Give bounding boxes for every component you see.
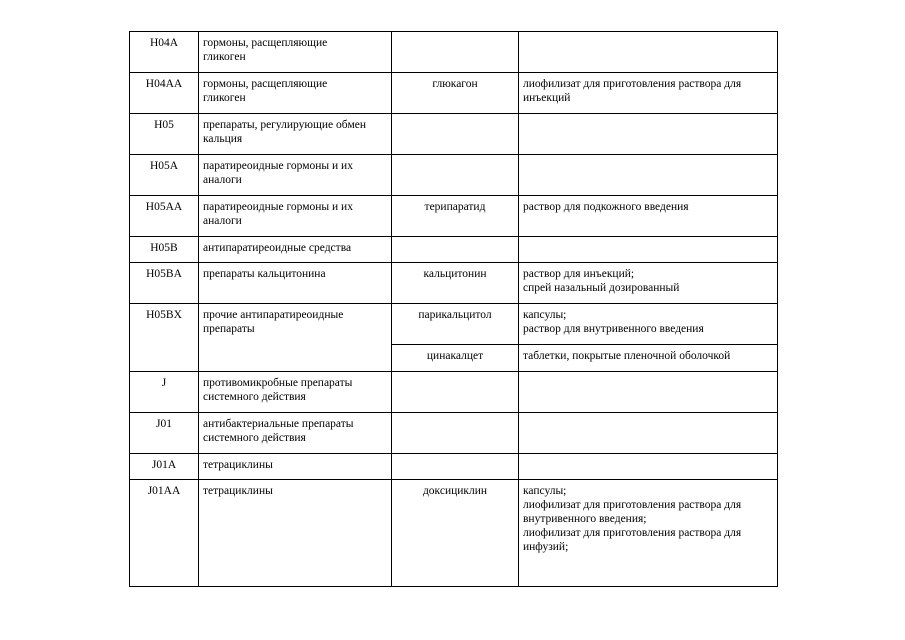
anatomical-therapeutic-group-cell (199, 32, 392, 73)
anatomical-therapeutic-group-cell (199, 413, 392, 454)
group-line: препараты, регулирующие обмен (203, 119, 366, 131)
atc-code: H05A (149, 160, 179, 172)
anatomical-therapeutic-group-cell (199, 454, 392, 480)
anatomical-therapeutic-group-cell (199, 114, 392, 155)
drug-name-cell (392, 114, 519, 155)
dosage-form-line: инфузий; (523, 541, 569, 553)
drug-name-cell (392, 454, 519, 480)
dosage-form-line: раствор для подкожного введения (523, 201, 689, 213)
group-line: тетрациклины (203, 485, 273, 497)
dosage-form-cell (519, 114, 778, 155)
dosage-form-cell (519, 263, 778, 304)
dosage-form-line: раствор для внутривенного введения (523, 323, 704, 335)
dosage-form-cell (519, 73, 778, 114)
table-row (130, 480, 778, 587)
group-line: гормоны, расщепляющие (203, 37, 328, 49)
group-line: тетрациклины (203, 459, 273, 471)
group-line: системного действия (203, 391, 306, 403)
drug-classification-table (129, 31, 778, 587)
atc-code-cell (130, 196, 199, 237)
drug-name: кальцитонин (423, 268, 487, 280)
dosage-form-cell (519, 345, 778, 372)
table-row (130, 114, 778, 155)
atc-code-cell (130, 263, 199, 304)
drug-name-cell (392, 372, 519, 413)
drug-name-cell (392, 237, 519, 263)
drug-name-cell (392, 413, 519, 454)
dosage-form-line: спрей назальный дозированный (523, 282, 680, 294)
group-line: препараты (203, 323, 255, 335)
group-line: прочие антипаратиреоидные (203, 309, 344, 321)
dosage-form-cell (519, 304, 778, 345)
table-body (130, 32, 778, 587)
drug-name: цинакалцет (426, 350, 484, 362)
dosage-form-line: лиофилизат для приготовления раствора для (523, 78, 742, 90)
dosage-form-line: лиофилизат для приготовления раствора для (523, 499, 742, 511)
drug-name-cell (392, 345, 519, 372)
anatomical-therapeutic-group-cell (199, 237, 392, 263)
dosage-form-cell (519, 480, 778, 587)
atc-code: J01 (156, 418, 172, 430)
group-line: паратиреоидные гормоны и их (203, 160, 353, 172)
dosage-form-cell (519, 155, 778, 196)
group-line: гормоны, расщепляющие (203, 78, 328, 90)
group-line: препараты кальцитонина (203, 268, 326, 280)
anatomical-therapeutic-group-cell (199, 480, 392, 587)
anatomical-therapeutic-group-cell (199, 304, 392, 372)
group-line: аналоги (203, 174, 242, 186)
atc-code: H05BA (146, 268, 182, 280)
dosage-form-line: таблетки, покрытые пленочной оболочкой (523, 350, 731, 362)
table-row (130, 32, 778, 73)
dosage-form-cell (519, 237, 778, 263)
dosage-form-cell (519, 32, 778, 73)
group-line: гликоген (203, 51, 246, 63)
drug-name: парикальцитол (418, 309, 492, 321)
dosage-form-line: лиофилизат для приготовления раствора для (523, 527, 742, 539)
drug-name-cell (392, 155, 519, 196)
atc-code-cell (130, 304, 199, 372)
drug-name: глюкагон (432, 78, 478, 90)
dosage-form-cell (519, 372, 778, 413)
group-line: аналоги (203, 215, 242, 227)
atc-code: J01AA (147, 485, 181, 497)
anatomical-therapeutic-group-cell (199, 73, 392, 114)
drug-name-cell (392, 32, 519, 73)
table-row (130, 413, 778, 454)
drug-name-cell (392, 480, 519, 587)
anatomical-therapeutic-group-cell (199, 263, 392, 304)
table-row (130, 73, 778, 114)
group-line: кальция (203, 133, 243, 145)
atc-code-cell (130, 73, 199, 114)
group-line: противомикробные препараты (203, 377, 353, 389)
atc-code: J01A (151, 459, 177, 471)
group-line: паратиреоидные гормоны и их (203, 201, 353, 213)
table-row (130, 196, 778, 237)
table-row (130, 304, 778, 345)
dosage-form-line: капсулы; (523, 485, 567, 497)
drug-name-cell (392, 196, 519, 237)
atc-code-cell (130, 413, 199, 454)
drug-name-cell (392, 304, 519, 345)
dosage-form-line: капсулы; (523, 309, 567, 321)
table-row (130, 372, 778, 413)
atc-code-cell (130, 32, 199, 73)
table-row (130, 237, 778, 263)
drug-name-cell (392, 73, 519, 114)
atc-code: H04AA (145, 78, 183, 90)
atc-code-cell (130, 480, 199, 587)
group-line: гликоген (203, 92, 246, 104)
atc-code: H05AA (145, 201, 183, 213)
dosage-form-line: раствор для инъекций; (523, 268, 635, 280)
dosage-form-line: инъекций (523, 92, 571, 104)
atc-code-cell (130, 372, 199, 413)
atc-code: H05B (150, 242, 178, 254)
atc-code-cell (130, 155, 199, 196)
table-row (130, 263, 778, 304)
table-row (130, 155, 778, 196)
dosage-form-cell (519, 413, 778, 454)
drug-name: терипаратид (424, 201, 486, 213)
atc-code-cell (130, 114, 199, 155)
atc-code: H05 (154, 119, 174, 131)
atc-code: H05BX (146, 309, 182, 321)
group-line: антипаратиреоидные средства (203, 242, 352, 254)
atc-code-cell (130, 454, 199, 480)
drug-name-cell (392, 263, 519, 304)
atc-code: H04A (149, 37, 179, 49)
atc-code-cell (130, 237, 199, 263)
dosage-form-cell (519, 454, 778, 480)
anatomical-therapeutic-group-cell (199, 196, 392, 237)
group-line: антибактериальные препараты (203, 418, 354, 430)
dosage-form-cell (519, 196, 778, 237)
dosage-form-line: внутривенного введения; (523, 513, 647, 525)
anatomical-therapeutic-group-cell (199, 155, 392, 196)
table-row (130, 454, 778, 480)
atc-code: J (161, 377, 167, 389)
drug-name: доксициклин (422, 485, 488, 497)
anatomical-therapeutic-group-cell (199, 372, 392, 413)
group-line: системного действия (203, 432, 306, 444)
